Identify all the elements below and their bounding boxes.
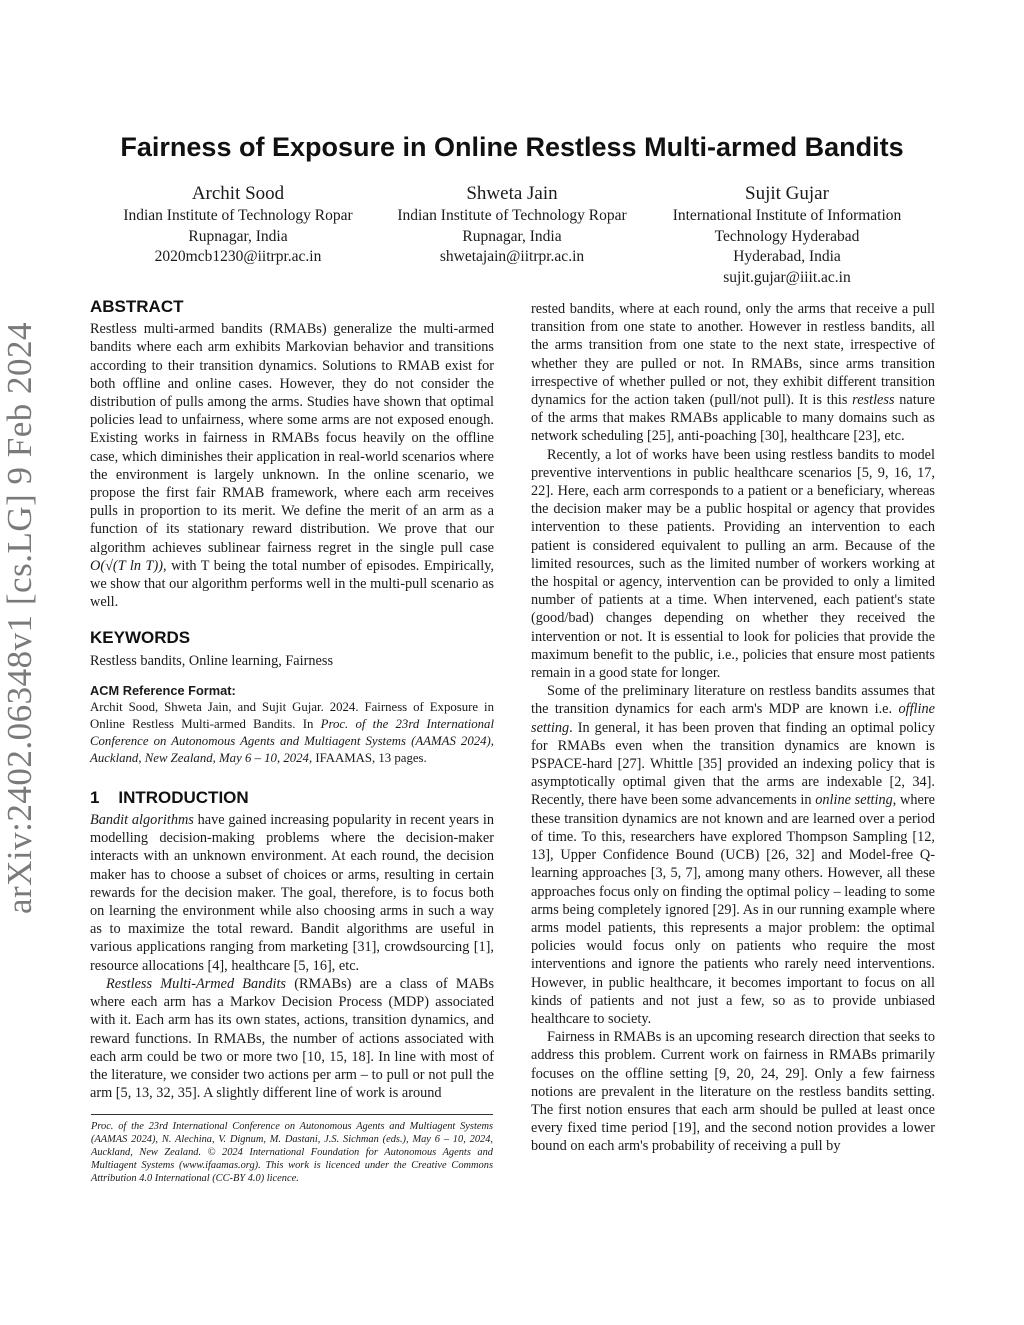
acm-reference: ACM Reference Format: Archit Sood, Shweta Jain, and Sujit Gujar. 2024. Fairness of Exposure in Online Restless Multi-armed Bandits. In Proc. of the 23rd International Conference on Autonomous Agents and Multiagent Systems (AAMAS 2024), Auckland, New Zealand, May 6 – 10, 2024, IFAAMAS, 13 pages. — [90, 682, 495, 765]
author-block-1 — [88, 181, 388, 268]
author-name: Shweta Jain — [466, 183, 558, 204]
keywords-heading: KEYWORDS — [90, 628, 191, 648]
author-name: Sujit Gujar — [745, 183, 829, 204]
author-email: sujit.gujar@iiit.ac.in — [723, 268, 851, 286]
arxiv-stamp: arXiv:2402.06348v1 [cs.LG] 9 Feb 2024 — [0, 321, 39, 915]
intro-paragraph-1: Bandit algorithms have gained increasing popularity in recent years in modelling decision-making problems where the decision-maker interacts with an unknown environment. At each round, the decision maker has to choose a subset of choices or arms, resulting in certain rewards for the decision maker. The goal, therefore, is to focus both on learning the environment while also choosing arms in such a way as to maximize the total reward. Bandit algorithms are useful in various applications ranging from marketing [31], crowdsourcing [1], resource allocations [4], healthcare [5, 16], etc. — [90, 812, 494, 974]
author-email: 2020mcb1230@iitrpr.ac.in — [154, 248, 322, 265]
acm-heading: ACM Reference Format: — [90, 682, 236, 698]
author-email: shwetajain@iitrpr.ac.in — [439, 248, 585, 265]
author-name: Archit Sood — [191, 183, 285, 204]
right-paragraph-2: Recently, a lot of works have been using restless bandits to model preventive interventions in public healthcare scenarios [5, 9, 16, 17, 22]. Here, each arm corresponds to a patient or a beneficiary, whereas the decision maker may be a public hospital or agency that provides intervention to these patients. Providing an intervention to each patient is considered equivalent to pulling an arm. Because of the limited resources, such as the limited number of workers working at the hospital or agency, intervention can be provided to only a limited number of patients at a time. When intervened, each patient's state (good/bad) changes depending on whether they received the intervention or not. It is essential to look for policies that provide the maximum benefit to the public, i.e., policies that ensure most patients remain in a good state for longer. — [531, 446, 935, 682]
intro-heading: 1 INTRODUCTION — [90, 787, 249, 807]
author-location: Rupnagar, India — [188, 227, 288, 245]
author-block-3 — [637, 181, 937, 288]
keywords-text: Restless bandits, Online learning, Fairness — [90, 652, 334, 669]
right-paragraph-1: rested bandits, where at each round, only the arms that receive a pull transition from one state to another. However in restless bandits, all the arms transition from one state to the next state, irrespective of whether they are pulled or not. In RMABs, since arms transition irrespective of whether pulled or not, they exhibit different transition dynamics for the action taken (pull/not pull). It is this restless nature of the arms that makes RMABs applicable to many domains such as network scheduling [25], anti-poaching [30], healthcare [23], etc. — [531, 301, 936, 445]
abstract-text: Restless multi-armed bandits (RMABs) generalize the multi-armed bandits where each arm exhibits Markovian behavior and transitions according to their transition dynamics. Solutions to RMAB exist for both offline and online cases. However, they do not consider the distribution of pulls among the arms. Studies have shown that optimal policies lead to unfairness, where some arms are not exposed enough. Existing works in fairness in RMABs focus heavily on the offline case, which diminishes their application in real-world scenarios where the environment is largely unknown. In the online scenario, we propose the first fair RMAB framework, where each arm receives pulls in proportion to its merit. We define the merit of an arm as a function of its stationary reward distribution. We prove that our algorithm achieves sublinear fairness regret in the single pull case O(√(T ln T)), with T being the total number of episodes. Empirically, we show that our algorithm performs well in the multi-pull scenario as well. — [90, 321, 494, 611]
paper-title: Fairness of Exposure in Online Restless Multi-armed Bandits — [120, 132, 904, 162]
author-block-2 — [362, 181, 662, 268]
author-location: Hyderabad, India — [733, 248, 841, 265]
author-affiliation-cont: Technology Hyderabad — [714, 227, 860, 245]
footnote: Proc. of the 23rd International Conference on Autonomous Agents and Multiagent Systems (AAMAS 2024), N. Alechina, V. Dignum, M. Dastani, J.S. Sichman (eds.), May 6 – 10, 2024, Auckland, New Zealand. © 2024 International Foundation for Autonomous Agents and Multiagent Systems (www.ifaamas.org). This work is licenced under the Creative Commons Attribution 4.0 International (CC-BY 4.0) licence. — [91, 1121, 493, 1184]
right-paragraph-4: Fairness in RMABs is an upcoming research direction that seeks to address this problem. Current work on fairness in RMABs primarily focuses on the offline setting [9, 20, 24, 29]. Only a few fairness notions are prevalent in the literature on the restless bandits setting. The first notion ensures that each arm should be pulled at least once every fixed time period [19], and the second notion provides a lower bound on each arm's probability of receiving a pull by — [531, 1029, 935, 1155]
author-location: Rupnagar, India — [462, 227, 562, 245]
author-affiliation: International Institute of Information — [672, 207, 902, 224]
author-affiliation: Indian Institute of Technology Ropar — [397, 207, 627, 224]
acm-venue: Proc. of the 23rd International Conference on Autonomous Agents and Multiagent Systems (AAMAS 2024), Auckland, New Zealand, May 6 – 10, 2024 — [90, 716, 495, 765]
abstract-heading: ABSTRACT — [90, 297, 184, 316]
intro-paragraph-2: Restless Multi-Armed Bandits (RMABs) are a class of MABs where each arm has a Markov Decision Process (MDP) associated with it. Each arm has its own states, actions, transition dynamics, and reward functions. In RMABs, the number of actions associated with each arm could be two or more two [10, 15, 18]. In line with most of the literature, we consider two actions per arm – to pull or not pull the arm [5, 13, 32, 35]. A slightly different line of work is around — [90, 975, 495, 1102]
footnote-rule — [91, 1114, 493, 1115]
right-column — [531, 300, 935, 1156]
right-paragraph-3: Some of the preliminary literature on restless bandits assumes that the transition dynamics for each arm's MDP are known i.e. offline setting. In general, it has been proven that finding an optimal policy for RMABs even when the transition dynamics are known is PSPACE-hard [27]. Whittle [35] provided an indexing policy that is asymptotically optimal given that the arms are indexable [2, 34]. Recently, there have been some advancements in online setting, where these transition dynamics are not known and are learned over a period of time. To this, researchers have explored Thompson Sampling [12, 13], Upper Confidence Bound (UCB) [26, 32] and Model-free Q-learning approaches [3, 5, 7], among many others. However, all these approaches focus only on finding the optimal policy – leading to some arms being completely ignored [29]. As in our running example where arms model patients, this represents a major problem: the optimal policies would focus only on patients who require the most interventions and ignore the patients who rarely need interventions. However, in public healthcare, it becomes important to focus on all kinds of patients and not just a few, so as to provide unbiased healthcare to society. — [531, 683, 935, 1027]
formula: O(√(T ln T)) — [90, 557, 164, 574]
author-affiliation: Indian Institute of Technology Ropar — [123, 207, 353, 224]
left-column — [90, 298, 494, 1102]
